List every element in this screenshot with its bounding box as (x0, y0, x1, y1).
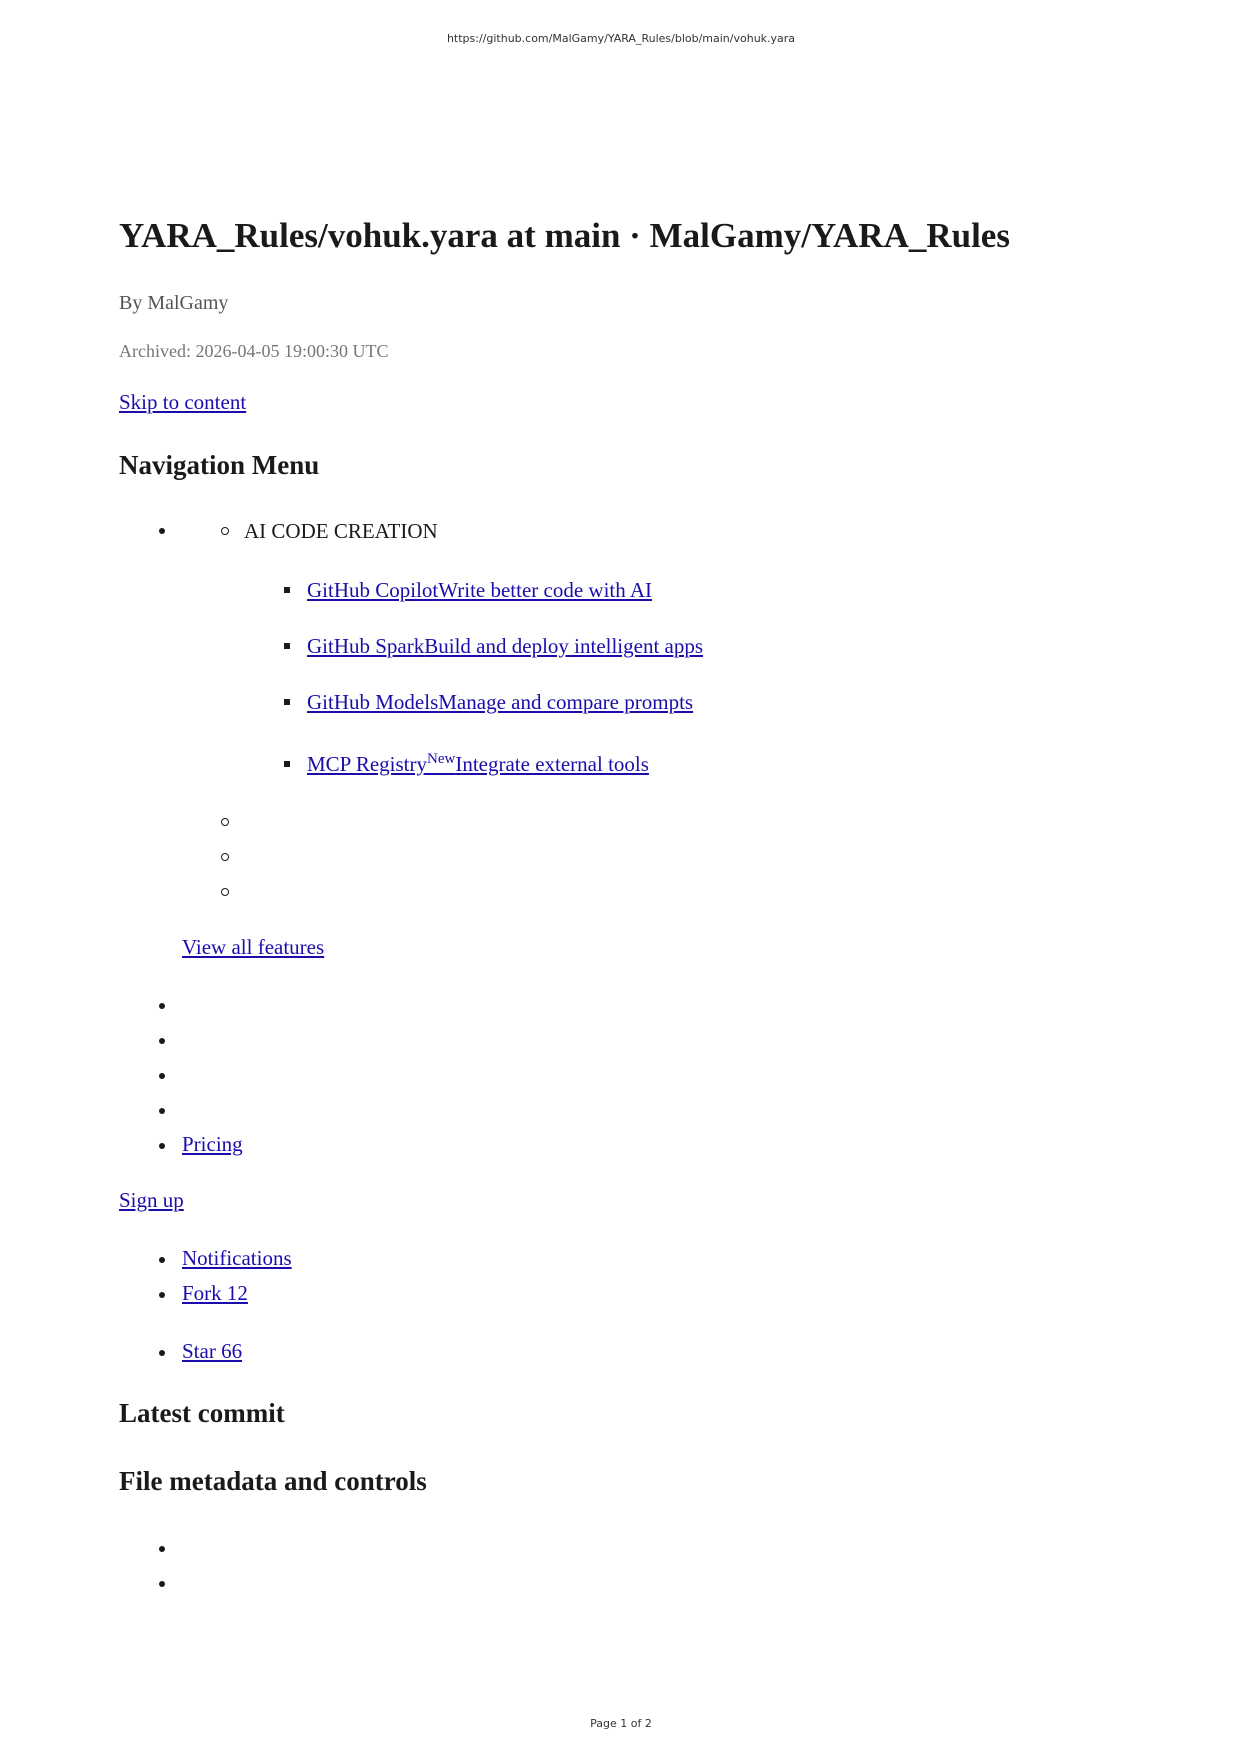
fork-link[interactable]: Fork 12 (182, 1281, 248, 1305)
nav-item-mcp-registry[interactable] (307, 750, 649, 778)
navigation-menu-heading: Navigation Menu (119, 450, 320, 480)
list-bullet (159, 1257, 165, 1263)
byline: By MalGamy (119, 292, 229, 314)
skip-to-content-link[interactable]: Skip to content (119, 390, 247, 414)
print-url-header: https://github.com/MalGamy/YARA_Rules/blob/main/vohuk.yara (446, 32, 796, 45)
nav-item-github-models[interactable] (307, 688, 693, 716)
list-bullet (159, 1038, 165, 1044)
nav-item-name: GitHub Copilot (307, 578, 439, 602)
nav-item-name: GitHub Spark (307, 634, 425, 658)
list-bullet (221, 888, 229, 896)
list-bullet (284, 761, 290, 767)
list-bullet (159, 1003, 165, 1009)
list-bullet (159, 1143, 165, 1149)
nav-item-description: Integrate external tools (455, 752, 649, 776)
list-bullet (159, 1108, 165, 1114)
nav-item-name: MCP Registry (307, 752, 427, 776)
list-bullet (221, 818, 229, 826)
nav-item-description: Build and deploy intelligent apps (424, 634, 704, 658)
nav-item-github-spark[interactable] (307, 632, 703, 660)
file-metadata-heading: File metadata and controls (119, 1466, 427, 1496)
star-link[interactable]: Star 66 (182, 1339, 243, 1363)
view-all-features-link[interactable]: View all features (182, 935, 325, 959)
page-title: YARA_Rules/vohuk.yara at main · MalGamy/YARA_Rules (119, 216, 1010, 255)
pricing-link[interactable]: Pricing (182, 1132, 243, 1156)
list-bullet (159, 1546, 165, 1552)
nav-item-name: GitHub Models (307, 690, 439, 714)
list-bullet (159, 1581, 165, 1587)
nav-item-github-copilot[interactable] (307, 576, 652, 604)
sign-up-link[interactable]: Sign up (119, 1188, 184, 1212)
latest-commit-heading: Latest commit (119, 1398, 285, 1428)
nav-item-description: Write better code with AI (438, 578, 653, 602)
list-bullet (221, 853, 229, 861)
nav-section-label: AI CODE CREATION (244, 519, 438, 543)
new-badge: New (427, 751, 456, 767)
notifications-link[interactable]: Notifications (182, 1246, 292, 1270)
list-bullet (159, 528, 165, 534)
list-bullet (284, 587, 290, 593)
list-bullet (284, 643, 290, 649)
archived-timestamp: Archived: 2026-04-05 19:00:30 UTC (119, 341, 389, 361)
list-bullet (284, 699, 290, 705)
page-number-footer: Page 1 of 2 (590, 1717, 652, 1730)
nav-item-description: Manage and compare prompts (438, 690, 694, 714)
list-bullet (159, 1292, 165, 1298)
list-bullet (221, 527, 229, 535)
list-bullet (159, 1073, 165, 1079)
list-bullet (159, 1350, 165, 1356)
